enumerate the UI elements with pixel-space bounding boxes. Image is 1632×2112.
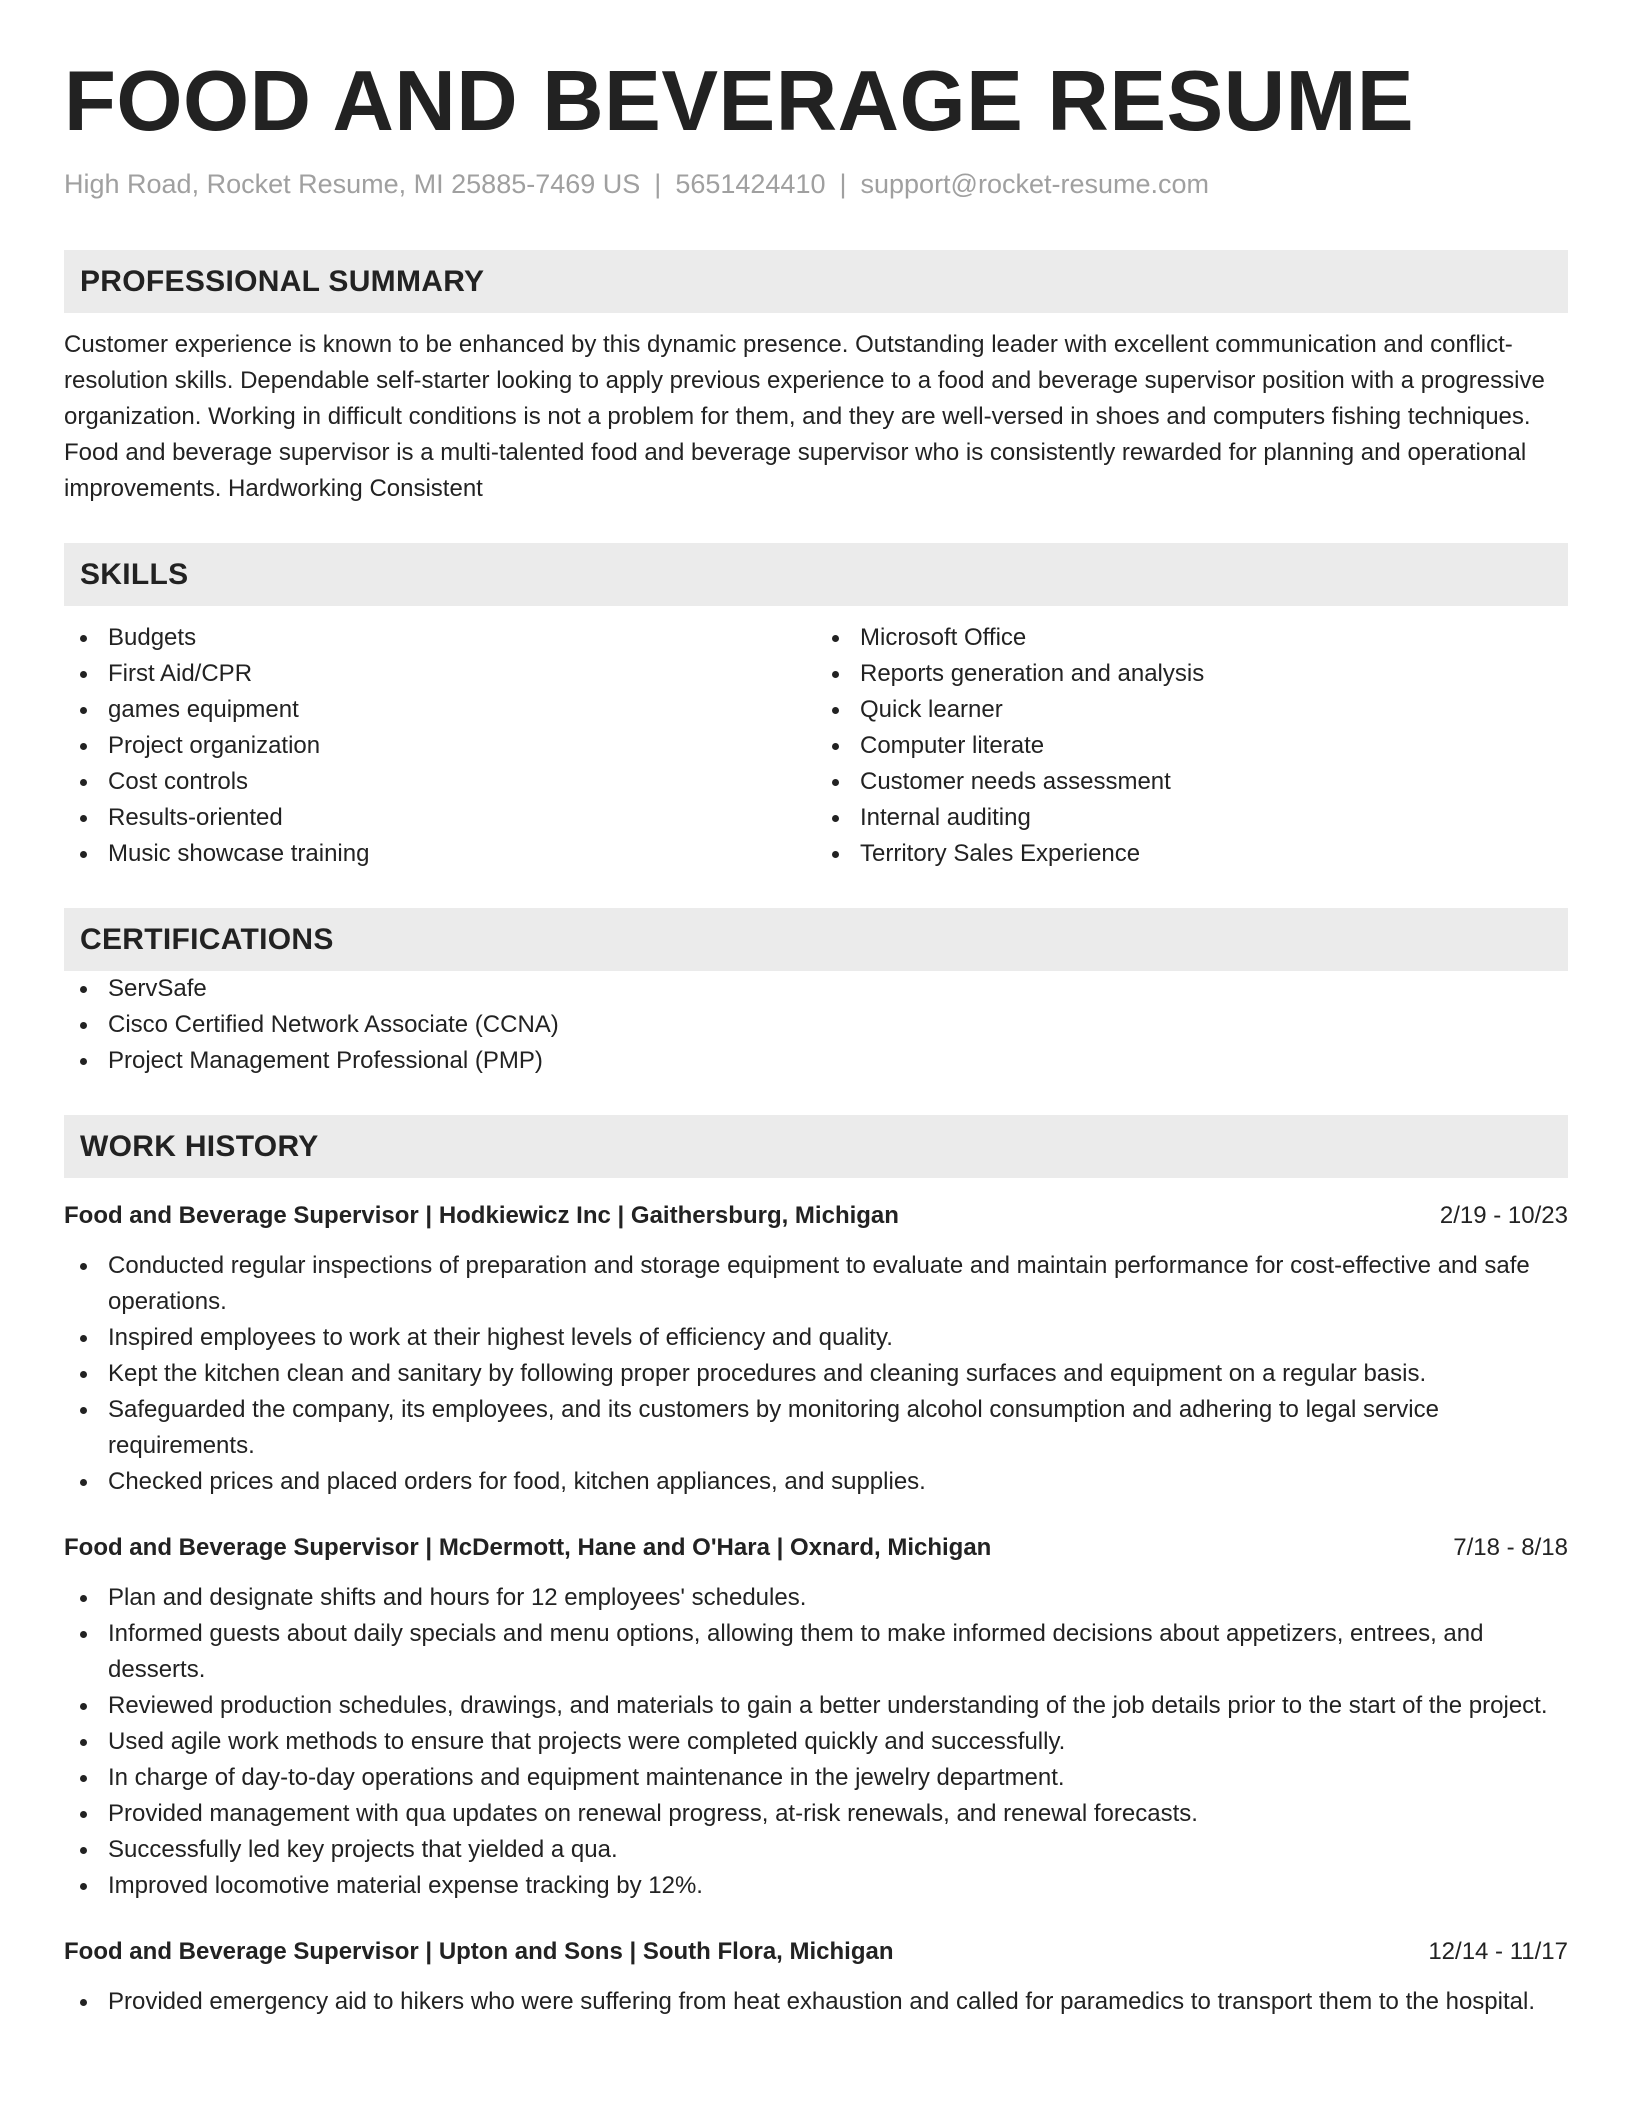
job-entry — [64, 1934, 1568, 2020]
job-header — [64, 1934, 1568, 1970]
job-bullet: Kept the kitchen clean and sanitary by following proper procedures and cleaning surfaces and equipment on a regular basis. — [64, 1356, 1568, 1392]
resume-title: FOOD AND BEVERAGE RESUME — [64, 54, 1415, 149]
summary-section-header — [64, 250, 1568, 313]
certification-item: ServSafe — [64, 971, 1568, 1007]
job-entry — [64, 1530, 1568, 1904]
contact-separator: | — [654, 169, 662, 199]
skill-item: Computer literate — [816, 728, 1568, 764]
job-bullet: Plan and designate shifts and hours for 12 employees' schedules. — [64, 1580, 1568, 1616]
summary-text: Customer experience is known to be enhanced by this dynamic presence. Outstanding leader with excellent communication and conflict-resolution skills. Dependable self-starter looking to apply previous experience to a food and beverage supervisor position with a progressive organization. Working in difficult conditions is not a problem for them, and they are well-versed in shoes and computers fishing techniques. Food and beverage supervisor is a multi-talented food and beverage supervisor who is consistently rewarded for planning and operational improvements. Hardworking Consistent — [64, 331, 1545, 502]
contact-email: support@rocket-resume.com — [860, 169, 1210, 199]
summary-heading: PROFESSIONAL SUMMARY — [80, 264, 485, 298]
skills-section-header — [64, 543, 1568, 606]
skill-item: Internal auditing — [816, 800, 1568, 836]
skills-heading: SKILLS — [80, 557, 189, 591]
skill-item: Cost controls — [64, 764, 816, 800]
job-bullets — [64, 1984, 1568, 2020]
certification-item: Project Management Professional (PMP) — [64, 1043, 1568, 1079]
contact-separator: | — [839, 169, 847, 199]
job-entry — [64, 1198, 1568, 1500]
job-bullets — [64, 1580, 1568, 1904]
work-history-heading: WORK HISTORY — [80, 1129, 319, 1163]
job-bullet: Conducted regular inspections of preparation and storage equipment to evaluate and maintain performance for cost-effective and safe operations. — [64, 1248, 1568, 1320]
job-bullet: Reviewed production schedules, drawings, and materials to gain a better understanding of the job details prior to the start of the project. — [64, 1688, 1568, 1724]
job-bullet: Inspired employees to work at their highest levels of efficiency and quality. — [64, 1320, 1568, 1356]
work-history-section-header — [64, 1115, 1568, 1178]
contact-line — [64, 166, 1568, 202]
skill-item: games equipment — [64, 692, 816, 728]
job-bullet: Safeguarded the company, its employees, and its customers by monitoring alcohol consumption and adhering to legal service requirements. — [64, 1392, 1568, 1464]
skill-item: Budgets — [64, 620, 816, 656]
job-title: Food and Beverage Supervisor | McDermott, Hane and O'Hara | Oxnard, Michigan — [64, 1534, 992, 1561]
certifications-list — [64, 971, 1568, 1079]
skill-item: Results-oriented — [64, 800, 816, 836]
certifications-section-header — [64, 908, 1568, 971]
skill-item: Reports generation and analysis — [816, 656, 1568, 692]
skill-item: Microsoft Office — [816, 620, 1568, 656]
job-bullet: Provided emergency aid to hikers who were suffering from heat exhaustion and called for paramedics to transport them to the hospital. — [64, 1984, 1568, 2020]
job-title: Food and Beverage Supervisor | Hodkiewicz Inc | Gaithersburg, Michigan — [64, 1202, 899, 1229]
job-bullet: Informed guests about daily specials and menu options, allowing them to make informed decisions about appetizers, entrees, and desserts. — [64, 1616, 1568, 1688]
job-bullets — [64, 1248, 1568, 1500]
skill-item: Territory Sales Experience — [816, 836, 1568, 872]
skills-list-left — [64, 620, 816, 872]
certification-item: Cisco Certified Network Associate (CCNA) — [64, 1007, 1568, 1043]
job-bullet: In charge of day-to-day operations and equipment maintenance in the jewelry department. — [64, 1760, 1568, 1796]
skill-item: Quick learner — [816, 692, 1568, 728]
job-dates: 2/19 - 10/23 — [1439, 1202, 1568, 1229]
job-bullet: Checked prices and placed orders for food, kitchen appliances, and supplies. — [64, 1464, 1568, 1500]
contact-address: High Road, Rocket Resume, MI 25885-7469 US — [64, 169, 641, 199]
job-dates: 12/14 - 11/17 — [1428, 1938, 1568, 1965]
skill-item: Project organization — [64, 728, 816, 764]
skill-item: Customer needs assessment — [816, 764, 1568, 800]
job-header — [64, 1530, 1568, 1566]
job-bullet: Provided management with qua updates on renewal progress, at-risk renewals, and renewal forecasts. — [64, 1796, 1568, 1832]
job-dates: 7/18 - 8/18 — [1453, 1534, 1568, 1561]
job-header — [64, 1198, 1568, 1234]
contact-phone: 5651424410 — [675, 169, 826, 199]
job-title: Food and Beverage Supervisor | Upton and Sons | South Flora, Michigan — [64, 1938, 894, 1965]
job-bullet: Improved locomotive material expense tracking by 12%. — [64, 1868, 1568, 1904]
skill-item: First Aid/CPR — [64, 656, 816, 692]
skill-item: Music showcase training — [64, 836, 816, 872]
job-bullet: Used agile work methods to ensure that projects were completed quickly and successfully. — [64, 1724, 1568, 1760]
skills-columns — [64, 620, 1568, 872]
skills-list-right — [816, 620, 1568, 872]
job-bullet: Successfully led key projects that yielded a qua. — [64, 1832, 1568, 1868]
certifications-heading: CERTIFICATIONS — [80, 922, 334, 956]
